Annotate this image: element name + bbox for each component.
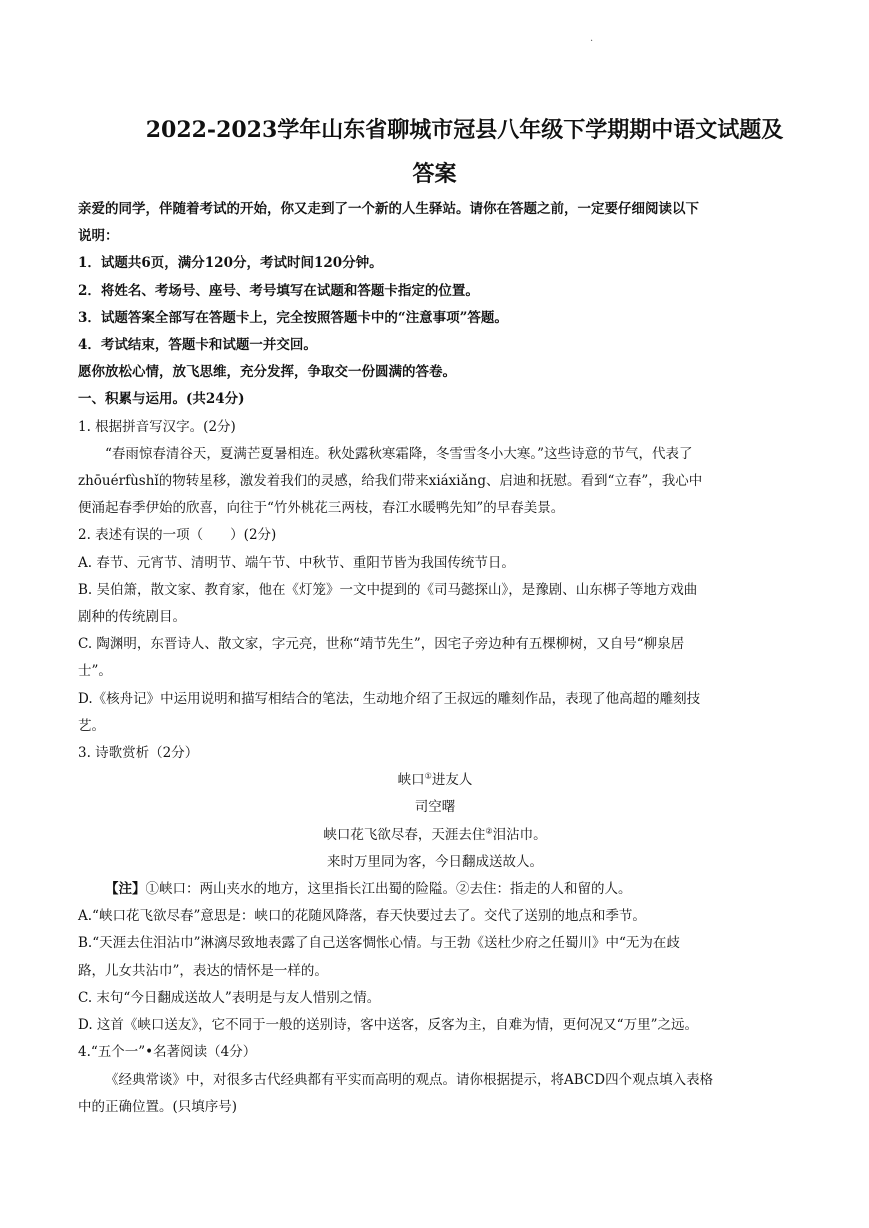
q1-para-line3: 便涌起春季伊始的欣喜，向往于“竹外桃花三两枝，春江水暖鸭先知”的早春美景。 xyxy=(78,500,565,517)
q2-option-b-line1: B. 吴伯箫，散文家、教育家，他在《灯笼》一文中提到的《司马懿探山》，是豫剧、山东梆子等地方戏曲 xyxy=(78,581,698,598)
q2-option-c-line1: C. 陶渊明，东晋诗人、散文家，字元亮，世称“靖节先生”，因宅子旁边种有五棵柳树，又自号“柳泉居 xyxy=(78,636,685,653)
page-title-line2: 答案 xyxy=(412,161,457,187)
q2-option-d-line1: D.《核舟记》中运用说明和描写相结合的笔法，生动地介绍了王叔远的雕刻作品，表现了他高超的雕刻技 xyxy=(78,690,701,707)
q3-option-b-line2: 路，儿女共沾巾”，表达的情怀是一样的。 xyxy=(78,962,328,979)
q2-option-d-line2: 艺。 xyxy=(78,717,105,734)
intro-line1: 亲爱的同学，伴随着考试的开始，你又走到了一个新的人生驿站。请你在答题之前，一定要仔细阅读以下 xyxy=(78,201,699,217)
footnote-marker-2: ② xyxy=(485,826,493,836)
intro-line2: 说明： xyxy=(78,228,119,245)
q3-stem: 3. 诗歌赏析（2分） xyxy=(78,745,199,762)
page-title-line1: 2022-2023学年山东省聊城市冠县八年级下学期期中语文试题及 xyxy=(145,117,784,143)
rule-3: 3．试题答案全部写在答题卡上，完全按照答题卡中的“注意事项”答题。 xyxy=(78,309,508,326)
poem-line-2: 来时万里同为客，今日翻成送故人。 xyxy=(327,853,543,870)
section-heading: 一、积累与运用。(共24分) xyxy=(78,391,245,408)
q2-option-a: A. 春节、元宵节、清明节、端午节、中秋节、重阳节皆为我国传统节日。 xyxy=(78,554,515,571)
q2-stem: 2. 表述有误的一项（ ）(2分) xyxy=(78,527,277,544)
q3-option-a: A.“峡口花飞欲尽春”意思是：峡口的花随风降落，春天快要过去了。交代了送别的地点和季节。 xyxy=(78,908,646,925)
note-label: 【注】 xyxy=(105,881,146,898)
rule-2: 2．将姓名、考场号、座号、考号填写在试题和答题卡指定的位置。 xyxy=(78,282,479,299)
rule-4: 4．考试结束，答题卡和试题一并交回。 xyxy=(78,337,317,354)
note-text: ①峡口：两山夹水的地方，这里指长江出蜀的险隘。②去住：指走的人和留的人。 xyxy=(145,881,632,898)
poem-author: 司空曙 xyxy=(414,799,456,816)
poem-line-1-text-end: 泪沾巾。 xyxy=(492,826,547,843)
rule-1: 1．试题共6页，满分120分，考试时间120分钟。 xyxy=(78,255,383,272)
q2-option-b-line2: 剧种的传统剧目。 xyxy=(78,609,186,626)
q1-para-line2: zhōuérfùshǐ的物转星移，激发着我们的灵感，给我们带来xiáxiǎng、启迪和抚慰。看到“立春”，我心中 xyxy=(78,473,703,490)
q1-para-line1: “春雨惊春清谷天，夏满芒夏暑相连。秋处露秋寒霜降，冬雪雪冬小大寒。”这些诗意的节气，代表了 xyxy=(105,445,693,462)
document-body xyxy=(78,196,792,1121)
poem-title-text: 峡口 xyxy=(397,772,425,789)
header-dot: · xyxy=(590,36,594,47)
q4-stem: 4.“五个一”•名著阅读（4分） xyxy=(78,1044,257,1061)
wish-line: 愿你放松心情，放飞思维，充分发挥，争取交一份圆满的答卷。 xyxy=(78,364,456,381)
q2-option-c-line2: 士”。 xyxy=(78,663,112,680)
poem-title xyxy=(78,767,792,794)
q4-para-line1: 《经典常谈》中，对很多古代经典都有平实而高明的观点。请你根据提示，将ABCD四个观点填入表格 xyxy=(105,1071,714,1088)
footnote-marker-1: ① xyxy=(424,771,432,781)
poem-line-1 xyxy=(78,822,792,849)
q3-option-d: D. 这首《峡口送友》，它不同于一般的送别诗，客中送客，反客为主，自难为情，更何况又“万里”之远。 xyxy=(78,1017,698,1034)
poem-line-1-text: 峡口花飞欲尽春，天涯去住 xyxy=(323,826,486,843)
q3-option-c: C. 末句“今日翻成送故人”表明是与友人惜别之情。 xyxy=(78,989,381,1006)
q4-para-line2: 中的正确位置。(只填序号) xyxy=(78,1098,238,1115)
poem-note xyxy=(78,876,792,903)
q1-stem: 1. 根据拼音写汉字。(2分) xyxy=(78,418,236,435)
q3-option-b-line1: B.“天涯去住泪沾巾”淋漓尽致地表露了自己送客惆怅心情。与王勃《送杜少府之任蜀川》中“无为在歧 xyxy=(78,935,680,952)
poem-title-text-end: 进友人 xyxy=(431,772,473,789)
